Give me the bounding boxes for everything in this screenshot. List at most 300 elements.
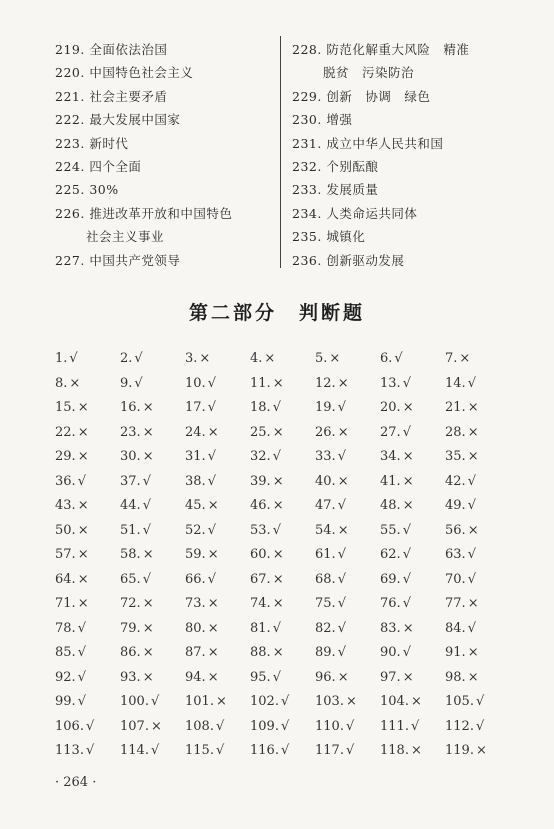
judgment-number: 114. [120,743,149,758]
judgment-item [120,470,151,494]
check-mark-icon: √ [150,694,160,709]
cross-mark-icon: × [402,498,414,513]
cross-mark-icon: × [207,498,219,513]
judgment-row [55,421,535,446]
check-mark-icon: √ [207,571,216,587]
judgment-item [185,494,219,518]
check-mark-icon: √ [467,547,476,562]
judgment-item [315,641,346,665]
judgment-number: 107. [120,718,149,734]
judgment-number: 96. [315,669,336,685]
judgment-number: 14. [445,375,466,391]
judgment-item [380,592,411,616]
answer-text: 社会主要矛盾 [89,88,168,104]
answer-item [292,225,532,248]
judgment-item [185,690,227,714]
judgment-item [380,347,403,371]
judgment-item [120,494,151,518]
judgment-number: 117. [315,743,344,758]
cross-mark-icon: × [77,498,89,513]
check-mark-icon: √ [77,645,86,660]
judgment-item [185,617,219,641]
judgment-number: 51. [120,522,141,538]
judgment-item [380,617,414,641]
judgment-item [445,592,479,616]
check-mark-icon: √ [85,743,95,758]
cross-mark-icon: × [142,547,154,562]
check-mark-icon: √ [280,718,290,734]
answer-item [292,202,532,225]
check-mark-icon: √ [475,694,485,709]
judgment-row [55,396,535,421]
judgment-item [250,617,281,641]
judgment-item [120,372,143,396]
cross-mark-icon: × [467,449,479,464]
check-mark-icon: √ [207,522,216,538]
answer-number: 221. [55,88,85,104]
check-mark-icon: √ [142,522,151,538]
answer-item [55,132,275,155]
judgment-number: 24. [185,424,206,440]
judgment-number: 53. [250,522,271,538]
judgment-item [445,641,479,665]
cross-mark-icon: × [272,547,284,562]
answer-item [55,249,275,272]
check-mark-icon: √ [467,473,476,489]
answer-number: 220. [55,65,85,81]
judgment-number: 57. [55,547,76,562]
judgment-item [315,519,349,543]
answer-text: 城镇化 [326,229,366,245]
judgment-item [445,617,476,641]
judgment-number: 73. [185,596,206,611]
judgment-number: 32. [250,449,271,464]
judgment-item [380,666,414,690]
judgment-number: 49. [445,498,466,513]
judgment-number: 5. [315,351,328,366]
answer-number: 226. [55,205,85,221]
answer-text: 30% [89,182,119,198]
judgment-number: 69. [380,571,401,587]
judgment-number: 98. [445,669,466,685]
judgment-item [445,372,476,396]
judgment-item [185,372,216,396]
check-mark-icon: √ [467,375,476,391]
cross-mark-icon: × [467,522,479,538]
judgment-item [55,617,86,641]
check-mark-icon: √ [467,571,476,587]
answer-number: 230. [292,112,322,128]
judgment-number: 76. [380,596,401,611]
cross-mark-icon: × [150,718,162,734]
answer-item [292,85,532,108]
cross-mark-icon: × [475,743,487,758]
judgment-item [55,715,94,739]
judgment-item [315,372,349,396]
judgment-number: 11. [250,375,271,391]
judgment-number: 60. [250,547,271,562]
cross-mark-icon: × [467,669,479,685]
cross-mark-icon: × [272,571,284,587]
judgment-number: 48. [380,498,401,513]
judgment-item [120,715,162,739]
judgment-item [315,421,349,445]
check-mark-icon: √ [215,718,225,734]
answer-text: 个别酝酿 [326,158,379,174]
judgment-number: 25. [250,424,271,440]
judgment-number: 45. [185,498,206,513]
answer-item [292,108,532,131]
answer-text: 最大发展中国家 [89,112,181,128]
judgment-number: 2. [120,351,133,366]
cross-mark-icon: × [207,596,219,611]
answer-item [55,61,275,84]
answer-item [292,132,532,155]
judgment-number: 44. [120,498,141,513]
check-mark-icon: √ [337,596,346,611]
judgment-item [380,445,414,469]
judgment-item [380,568,411,592]
judgment-item [185,396,216,420]
check-mark-icon: √ [337,571,346,587]
check-mark-icon: √ [150,743,160,758]
judgment-number: 22. [55,424,76,440]
cross-mark-icon: × [77,571,89,587]
judgment-number: 109. [250,718,279,734]
judgment-number: 20. [380,400,401,415]
judgment-item [185,519,216,543]
judgment-number: 46. [250,498,271,513]
judgment-number: 104. [380,694,409,709]
judgment-number: 30. [120,449,141,464]
judgment-number: 85. [55,645,76,660]
judgment-row [55,470,535,495]
cross-mark-icon: × [345,694,357,709]
check-mark-icon: √ [77,694,86,709]
cross-mark-icon: × [77,400,89,415]
judgment-number: 112. [445,718,474,734]
judgment-item [445,519,479,543]
judgment-item [380,641,411,665]
judgment-number: 54. [315,522,336,538]
cross-mark-icon: × [410,743,422,758]
judgment-number: 97. [380,669,401,685]
cross-mark-icon: × [69,375,81,391]
judgment-number: 7. [445,351,458,366]
judgment-answers-grid [55,347,535,764]
judgment-item [250,494,284,518]
check-mark-icon: √ [467,498,476,513]
judgment-number: 47. [315,498,336,513]
answer-number: 222. [55,112,85,128]
judgment-number: 31. [185,449,206,464]
judgment-item [120,396,154,420]
judgment-item [445,421,479,445]
judgment-row [55,494,535,519]
judgment-item [250,519,281,543]
column-divider [280,36,281,268]
check-mark-icon: √ [207,449,216,464]
judgment-item [55,396,89,420]
answer-text: 增强 [326,112,353,128]
answer-text-continued: 社会主义事业 [86,229,165,245]
answer-number: 227. [55,252,85,268]
cross-mark-icon: × [142,669,154,685]
judgment-number: 6. [380,351,393,366]
judgment-number: 36. [55,473,76,489]
fill-in-answers-section [0,0,554,270]
judgment-item [55,568,89,592]
judgment-number: 37. [120,473,141,489]
judgment-item [445,347,470,371]
judgment-item [185,421,219,445]
judgment-number: 100. [120,694,149,709]
judgment-number: 38. [185,473,206,489]
check-mark-icon: √ [280,694,290,709]
answers-right-column [292,38,532,272]
judgment-number: 88. [250,645,271,660]
judgment-number: 80. [185,620,206,636]
judgment-item [445,445,479,469]
judgment-item [380,421,411,445]
cross-mark-icon: × [467,424,479,440]
judgment-number: 3. [185,351,198,366]
check-mark-icon: √ [402,375,411,391]
judgment-row [55,592,535,617]
cross-mark-icon: × [142,400,154,415]
judgment-item [315,568,346,592]
judgment-item [120,421,154,445]
judgment-number: 71. [55,596,76,611]
judgment-item [315,739,354,763]
check-mark-icon: √ [207,473,216,489]
judgment-number: 18. [250,400,271,415]
judgment-item [380,372,411,396]
check-mark-icon: √ [69,351,78,366]
answer-item [55,108,275,131]
answer-text: 创新 协调 绿色 [326,88,431,104]
answer-text: 四个全面 [89,158,142,174]
judgment-item [55,641,86,665]
answer-number: 225. [55,182,85,198]
judgment-item [315,592,346,616]
judgment-item [380,396,414,420]
judgment-number: 19. [315,400,336,415]
check-mark-icon: √ [402,522,411,538]
judgment-number: 89. [315,645,336,660]
judgment-number: 110. [315,718,344,734]
judgment-number: 52. [185,522,206,538]
answer-number: 229. [292,88,322,104]
answer-text: 推进改革开放和中国特色 [89,205,233,221]
check-mark-icon: √ [402,424,411,440]
judgment-number: 106. [55,718,84,734]
check-mark-icon: √ [142,498,151,513]
judgment-number: 68. [315,571,336,587]
judgment-item [250,543,284,567]
cross-mark-icon: × [402,669,414,685]
answer-number: 233. [292,182,322,198]
judgment-item [250,641,284,665]
cross-mark-icon: × [337,375,349,391]
cross-mark-icon: × [272,645,284,660]
cross-mark-icon: × [467,645,479,660]
judgment-item [120,641,154,665]
judgment-item [55,421,89,445]
judgment-number: 59. [185,547,206,562]
cross-mark-icon: × [272,498,284,513]
judgment-item [445,690,484,714]
judgment-row [55,666,535,691]
cross-mark-icon: × [207,669,219,685]
judgment-number: 101. [185,694,214,709]
check-mark-icon: √ [142,473,151,489]
judgment-item [185,445,216,469]
judgment-item [380,690,422,714]
answer-item [55,202,275,225]
check-mark-icon: √ [134,375,143,391]
judgment-item [380,470,414,494]
judgment-item [120,592,154,616]
judgment-item [55,445,89,469]
judgment-item [445,715,484,739]
cross-mark-icon: × [459,351,471,366]
judgment-number: 90. [380,645,401,660]
answer-number: 232. [292,158,322,174]
judgment-number: 29. [55,449,76,464]
judgment-item [250,347,275,371]
judgment-number: 75. [315,596,336,611]
cross-mark-icon: × [402,473,414,489]
answer-item [292,38,532,61]
check-mark-icon: √ [272,620,281,636]
judgment-item [315,666,349,690]
answer-item [292,155,532,178]
judgment-item [315,445,346,469]
judgment-item [250,739,289,763]
judgment-item [315,543,346,567]
judgment-number: 84. [445,620,466,636]
judgment-item [315,396,346,420]
judgment-row [55,690,535,715]
judgment-number: 83. [380,620,401,636]
check-mark-icon: √ [207,375,216,391]
cross-mark-icon: × [142,596,154,611]
judgment-number: 74. [250,596,271,611]
judgment-number: 65. [120,571,141,587]
judgment-item [185,470,216,494]
cross-mark-icon: × [402,620,414,636]
judgment-number: 105. [445,694,474,709]
judgment-number: 23. [120,424,141,440]
judgment-number: 33. [315,449,336,464]
answer-text: 成立中华人民共和国 [326,135,444,151]
cross-mark-icon: × [199,351,211,366]
judgment-item [380,519,411,543]
answer-text: 全面依法治国 [89,42,168,57]
judgment-item [250,372,284,396]
judgment-item [185,715,224,739]
judgment-item [55,690,86,714]
judgment-item [120,568,151,592]
check-mark-icon: √ [272,400,281,415]
judgment-number: 67. [250,571,271,587]
judgment-item [315,690,357,714]
judgment-number: 9. [120,375,133,391]
judgment-number: 91. [445,645,466,660]
answer-text: 防范化解重大风险 精准 [326,42,470,57]
judgment-item [55,739,94,763]
judgment-number: 17. [185,400,206,415]
judgment-number: 99. [55,694,76,709]
check-mark-icon: √ [402,645,411,660]
judgment-item [250,690,289,714]
answer-item [292,249,532,272]
check-mark-icon: √ [394,351,403,366]
judgment-item [120,347,143,371]
judgment-item [380,494,414,518]
check-mark-icon: √ [337,645,346,660]
judgment-item [445,739,487,763]
judgment-item [185,543,219,567]
answer-number: 224. [55,158,85,174]
judgment-number: 61. [315,547,336,562]
judgment-number: 79. [120,620,141,636]
judgment-item [55,494,89,518]
judgment-item [120,445,154,469]
judgment-item [250,592,284,616]
check-mark-icon: √ [142,571,151,587]
judgment-row [55,715,535,740]
judgment-row [55,641,535,666]
cross-mark-icon: × [207,547,219,562]
check-mark-icon: √ [337,498,346,513]
judgment-number: 86. [120,645,141,660]
cross-mark-icon: × [337,424,349,440]
cross-mark-icon: × [77,424,89,440]
judgment-number: 58. [120,547,141,562]
check-mark-icon: √ [77,473,86,489]
judgment-item [250,396,281,420]
cross-mark-icon: × [337,473,349,489]
judgment-item [185,666,219,690]
cross-mark-icon: × [207,645,219,660]
judgment-number: 81. [250,620,271,636]
check-mark-icon: √ [272,449,281,464]
answer-text: 人类命运共同体 [326,205,418,221]
check-mark-icon: √ [207,400,216,415]
judgment-item [445,396,479,420]
judgment-number: 77. [445,596,466,611]
answer-number: 223. [55,135,85,151]
judgment-number: 27. [380,424,401,440]
cross-mark-icon: × [402,449,414,464]
judgment-number: 39. [250,473,271,489]
cross-mark-icon: × [467,400,479,415]
cross-mark-icon: × [142,449,154,464]
answer-item [55,38,275,61]
answer-number: 228. [292,42,322,57]
judgment-number: 78. [55,620,76,636]
judgment-number: 13. [380,375,401,391]
judgment-item [445,568,476,592]
page-number: · 264 · [55,775,97,790]
judgment-item [120,519,151,543]
judgment-number: 43. [55,498,76,513]
judgment-number: 87. [185,645,206,660]
judgment-row [55,445,535,470]
judgment-number: 102. [250,694,279,709]
